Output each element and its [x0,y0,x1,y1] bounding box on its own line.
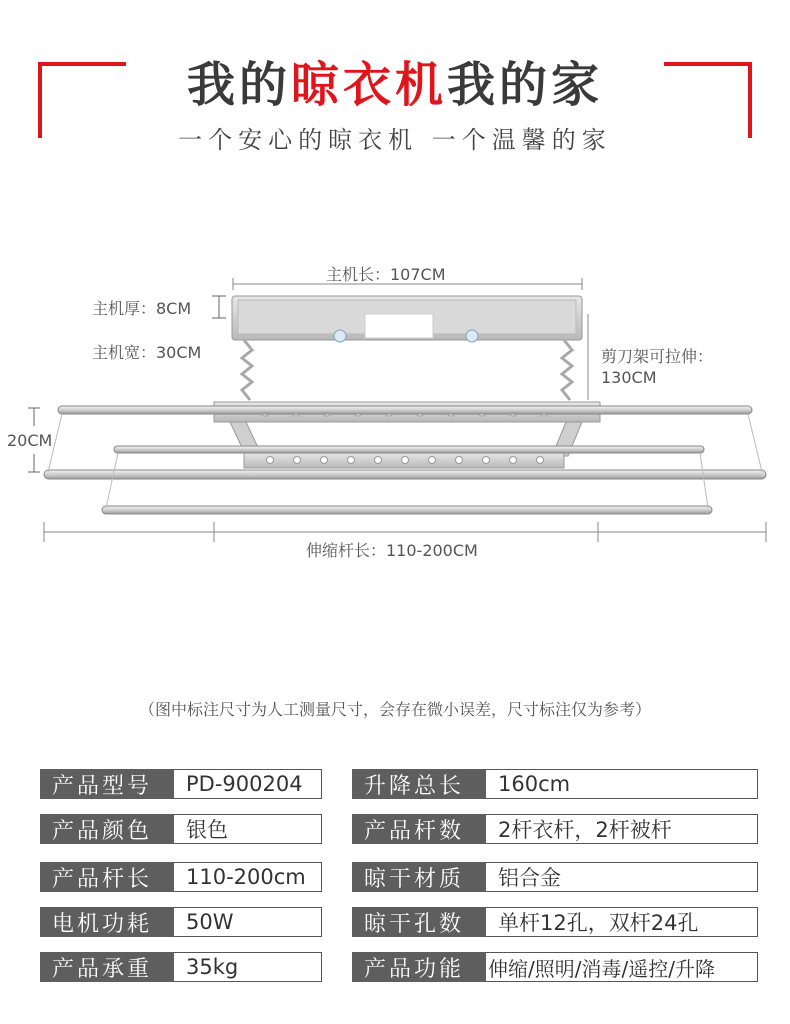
title-pre: 我的 [186,57,291,113]
spec-row-rod-count [352,814,758,844]
title-post: 我的家 [447,57,604,113]
spec-row-load [40,952,322,982]
spec-value: 160cm [486,769,758,799]
spec-value: 伸缩/照明/消毒/遥控/升降 [486,952,758,982]
width-label: 主机宽：30CM [92,343,202,362]
spec-row-color [40,814,322,844]
title-highlight: 晾衣机 [290,57,447,113]
spacing-label: 20CM [7,431,53,450]
spec-label: 晾干材质 [352,862,486,892]
measurement-note: （图中标注尺寸为人工测量尺寸，会存在微小误差，尺寸标注仅为参考） [138,700,651,719]
spec-row-rod-length [40,862,322,892]
spec-value: 2杆衣杆，2杆被杆 [486,814,758,844]
spec-label: 产品杆长 [40,862,174,892]
scissor-label-line1: 剪刀架可拉伸： [601,347,714,366]
rod-length-label: 伸缩杆长：110-200CM [306,541,478,560]
spec-value: 110-200cm [174,862,322,892]
spec-value: 铝合金 [486,862,758,892]
spec-row-functions [352,952,758,982]
spec-label: 升降总长 [352,769,486,799]
spec-row-holes [352,907,758,937]
thickness-label: 主机厚：8CM [92,299,192,318]
spec-row-model [40,769,322,799]
length-label: 主机长：107CM [326,265,446,284]
spec-value: 35kg [174,952,322,982]
page-title [0,46,790,115]
spec-row-lift-length [352,769,758,799]
spec-label: 晾干孔数 [352,907,486,937]
product-diagram [0,240,790,580]
spec-label: 电机功耗 [40,907,174,937]
spec-label: 产品型号 [40,769,174,799]
spec-label: 产品颜色 [40,814,174,844]
spec-label: 产品承重 [40,952,174,982]
spec-value: PD-900204 [174,769,322,799]
spec-value: 50W [174,907,322,937]
drying-rack-drawing [0,240,790,580]
spec-label: 产品杆数 [352,814,486,844]
spec-value: 银色 [174,814,322,844]
spec-row-power [40,907,322,937]
scissor-label-line2: 130CM [601,368,657,387]
page-subtitle: 一个安心的晾衣机 一个温馨的家 [178,126,612,154]
spec-row-material [352,862,758,892]
spec-label: 产品功能 [352,952,486,982]
spec-value: 单杆12孔，双杆24孔 [486,907,758,937]
